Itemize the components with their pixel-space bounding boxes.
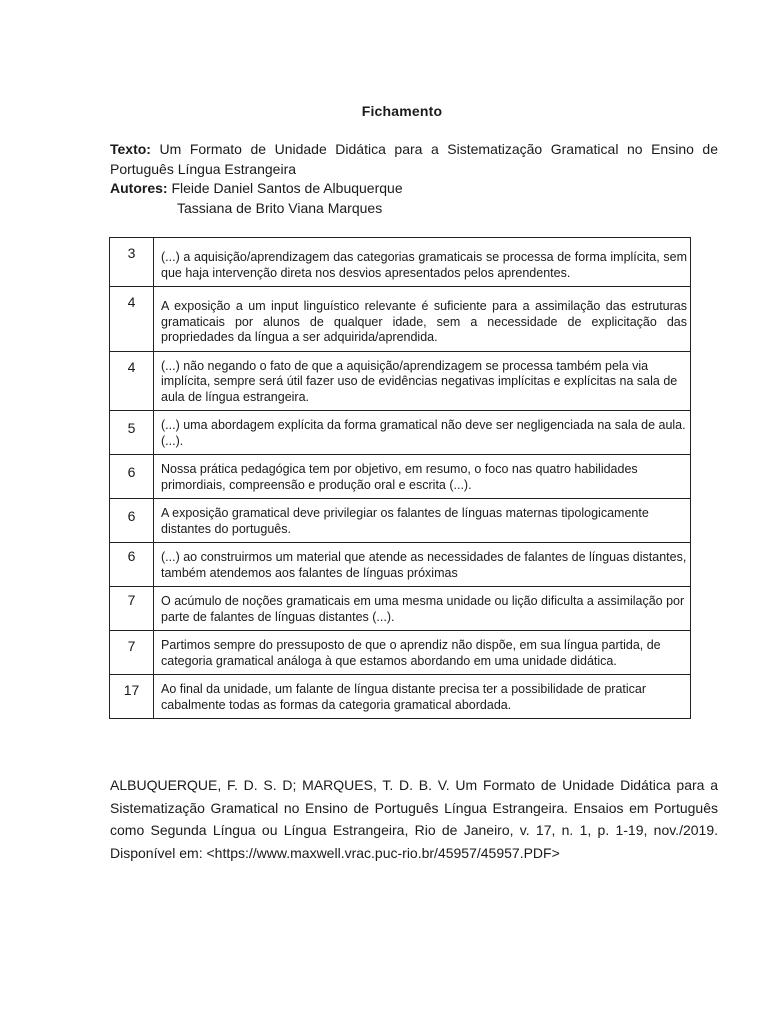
page-number-cell: 17 (110, 675, 154, 719)
autor-1: Fleide Daniel Santos de Albuquerque (171, 180, 403, 196)
page-number-cell: 3 (110, 238, 154, 287)
autores-label: Autores: (110, 180, 168, 196)
quote-cell: A exposição gramatical deve privilegiar os falantes de línguas maternas tipologicamente distantes do português. (154, 499, 691, 543)
page-title: Fichamento (361, 103, 443, 119)
page-number-cell: 6 (110, 455, 154, 499)
quote-cell: A exposição a um input linguístico relevante é suficiente para a assimilação das estruturas gramaticais por alunos de qualquer idade, sem a necessidade de explicitação das propriedades da língua a ser adquirida/aprendida. (154, 287, 691, 352)
table-row (110, 587, 691, 631)
autores-line (110, 179, 718, 199)
quote-cell: (...) não negando o fato de que a aquisição/aprendizagem se processa também pela via implícita, sempre será útil fazer uso de evidências negativas implícitas e explícitas na sala de aula de língua estrangeira. (154, 351, 691, 411)
table-row (110, 631, 691, 675)
page-number-cell: 4 (110, 351, 154, 411)
page-number-cell: 6 (110, 543, 154, 587)
page-number-cell: 7 (110, 631, 154, 675)
autor-2: Tassiana de Brito Viana Marques (177, 199, 383, 216)
table-row (110, 411, 691, 455)
table-row (110, 455, 691, 499)
document-header (110, 140, 718, 218)
table-row (110, 499, 691, 543)
quote-cell: (...) uma abordagem explícita da forma gramatical não deve ser negligenciada na sala de aula. (...). (154, 411, 691, 455)
texto-label: Texto: (110, 141, 151, 157)
quote-cell: O acúmulo de noções gramaticais em uma mesma unidade ou lição dificulta a assimilação por parte de falantes de línguas distantes (...). (154, 587, 691, 631)
page-number-cell: 6 (110, 499, 154, 543)
quote-cell: (...) a aquisição/aprendizagem das categorias gramaticais se processa de forma implícita, sem que haja intervenção direta nos desvios apresentados pelos aprendentes. (154, 238, 691, 287)
page-number-cell: 4 (110, 287, 154, 352)
table-row (110, 351, 691, 411)
quote-cell: Partimos sempre do pressuposto de que o aprendiz não dispõe, em sua língua partida, de categoria gramatical análoga à que estamos abordando em uma unidade didática. (154, 631, 691, 675)
bibliographic-reference: ALBUQUERQUE, F. D. S. D; MARQUES, T. D. B. V. Um Formato de Unidade Didática para a Sistematização Gramatical no Ensino de Português Língua Estrangeira. Ensaios em Português como Segunda Língua ou Língua Estrangeira, Rio de Janeiro, v. 17, n. 1, p. 1-19, nov./2019. Disponível em: <https://www.maxwell.vrac.puc-rio.br/45957/45957.PDF> (110, 777, 718, 861)
table-row (110, 675, 691, 719)
texto-line (110, 140, 718, 179)
table-row (110, 287, 691, 352)
page-number-cell: 5 (110, 411, 154, 455)
page-number-cell: 7 (110, 587, 154, 631)
table-row (110, 238, 691, 287)
table-row (110, 543, 691, 587)
quote-cell: Ao final da unidade, um falante de língua distante precisa ter a possibilidade de praticar cabalmente todas as formas da categoria gramatical abordada. (154, 675, 691, 719)
quote-cell: (...) ao construirmos um material que atende as necessidades de falantes de línguas distantes, também atendemos aos falantes de línguas próximas (154, 543, 691, 587)
quote-cell: Nossa prática pedagógica tem por objetivo, em resumo, o foco nas quatro habilidades primordiais, compreensão e produção oral e escrita (...). (154, 455, 691, 499)
quotes-table (109, 237, 691, 719)
texto-value: Um Formato de Unidade Didática para a Sistematização Gramatical no Ensino de Português Língua Estrangeira (110, 141, 719, 177)
